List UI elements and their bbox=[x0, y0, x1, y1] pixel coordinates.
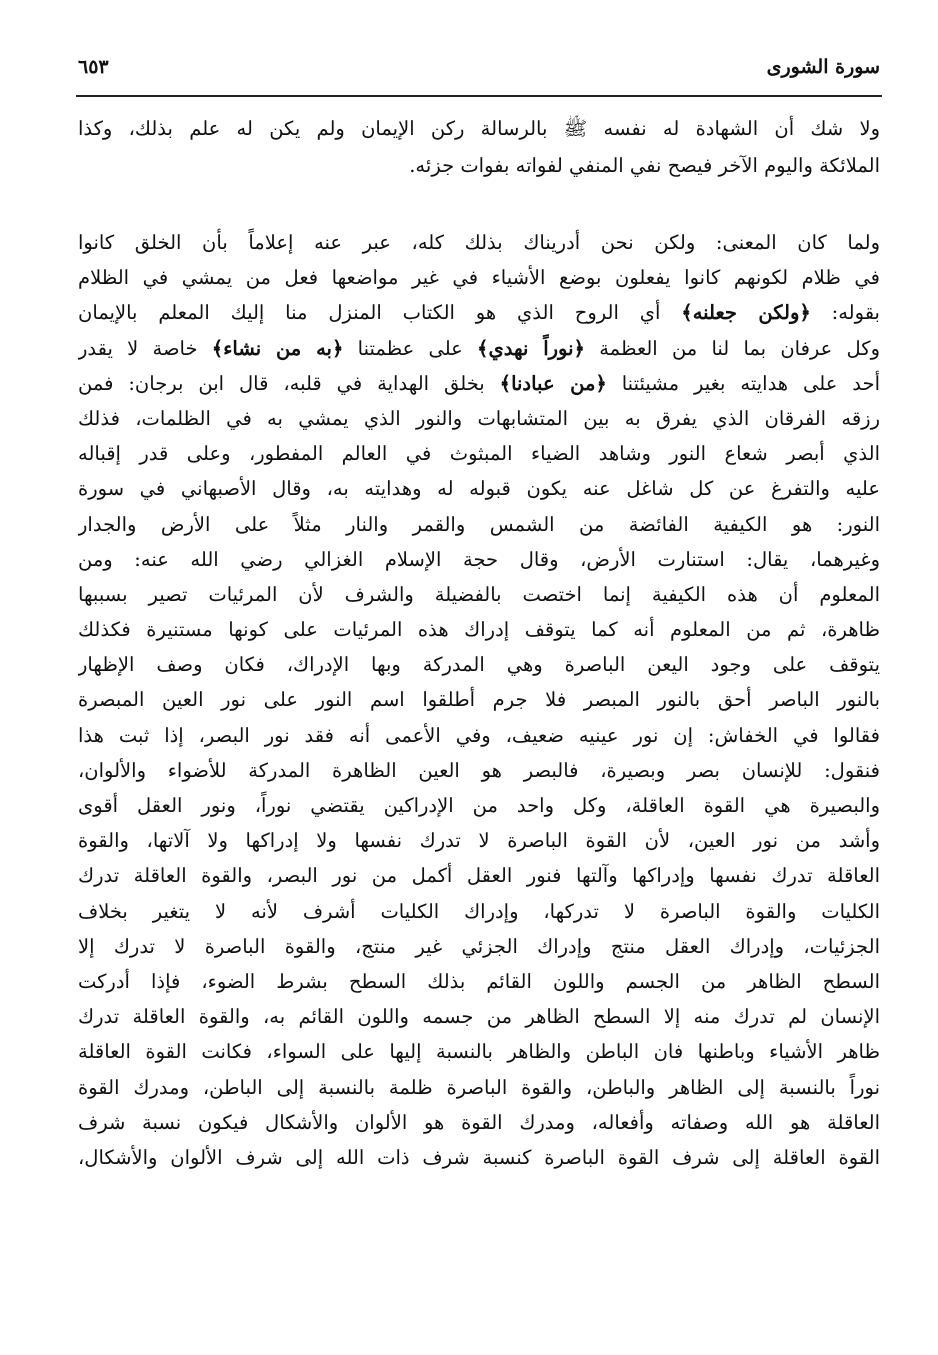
text-line bbox=[78, 647, 880, 682]
text-segment: ظاهرة، ثم من المعلوم أنه كما يتوقف إدراك هذه المرئيات على كونها مستنيرة فكذلك bbox=[78, 618, 880, 642]
text-line bbox=[78, 1034, 880, 1069]
text-line bbox=[78, 401, 880, 436]
text-line bbox=[78, 471, 880, 506]
text-line bbox=[78, 147, 880, 184]
text-segment: فقالوا في الخفاش: إن نور عينيه ضعيف، وفي الأعمى أنه فقد نور البصر، إذا ثبت هذا bbox=[78, 723, 880, 747]
text-line bbox=[78, 542, 880, 577]
text-line bbox=[78, 225, 880, 260]
text-segment: أحد على هدايته بغير مشيئتنا bbox=[606, 371, 880, 395]
header-rule bbox=[76, 95, 882, 97]
text-segment: وأشد من نور العين، لأن القوة الباصرة لا تدرك نفسها ولا إدراكها ولا آلاتها، والقوة bbox=[78, 829, 880, 853]
text-segment: الذي أبصر شعاع النور وشاهد الضياء المبثوث في العالم المفطور، وعلى قدر إقباله bbox=[78, 442, 880, 466]
paragraph-1 bbox=[78, 110, 880, 184]
text-line bbox=[78, 753, 880, 788]
surah-title: سورة الشورى bbox=[766, 56, 880, 78]
quran-quote: ﴿من عبادنا﴾ bbox=[499, 371, 607, 395]
text-line bbox=[78, 718, 880, 753]
text-line bbox=[78, 260, 880, 295]
text-segment: المعلوم أن هذه الكيفية إنما اختصت بالفضيلة والشرف لأن المرئيات تصير بسببها bbox=[78, 582, 880, 606]
text-line bbox=[78, 964, 880, 999]
text-line bbox=[78, 894, 880, 929]
text-segment: بالنور الباصر أحق بالنور المبصر فلا جرم أطلقوا اسم النور على نور العين المبصرة bbox=[78, 688, 880, 712]
text-line bbox=[78, 1070, 880, 1105]
text-segment: بخلق الهداية في قلبه، قال ابن برجان: فمن bbox=[78, 371, 500, 395]
quran-quote: ﴿نوراً نهدي﴾ bbox=[477, 336, 585, 360]
quran-quote: ﴿به من نشاء﴾ bbox=[211, 336, 344, 360]
running-header bbox=[78, 56, 880, 94]
text-segment: الإنسان لم تدرك منه إلا السطح الظاهر من جسمه واللون القائم به، والقوة العاقلة تدرك bbox=[78, 1005, 880, 1029]
text-segment: وغيرهما، يقال: استنارت الأرض، وقال حجة الإسلام الغزالي رضي الله عنه: ومن bbox=[78, 547, 880, 571]
text-segment: السطح الظاهر من الجسم واللون القائم بذلك السطح بشرط الضوء، فإذا أدركت bbox=[78, 969, 880, 993]
text-segment: فنقول: للإنسان بصر وبصيرة، فالبصر هو العين الظاهرة المدركة للأضواء والألوان، bbox=[78, 758, 880, 782]
text-segment: أي الروح الذي هو الكتاب المنزل منا إليك المعلم بالإيمان bbox=[78, 301, 682, 325]
paragraph-2 bbox=[78, 225, 880, 1175]
text-segment: القوة العاقلة إلى شرف القوة الباصرة كنسبة شرف ذات الله إلى شرف الألوان والأشكال، bbox=[78, 1145, 880, 1169]
text-segment: ولما كان المعنى: ولكن نحن أدريناك بذلك كله، عبر عنه إعلاماً بأن الخلق كانوا bbox=[78, 231, 880, 254]
text-segment: عليه والتفرغ عن كل شاغل عنه يكون قبوله له وهدايته به، وقال الأصبهاني في سورة bbox=[78, 477, 880, 501]
text-segment: الملائكة واليوم الآخر فيصح نفي المنفي لفواته بفوات جزئه. bbox=[409, 154, 880, 177]
text-segment: العاقلة تدرك نفسها وإدراكها وآلتها فنور العقل أكمل من نور البصر، والقوة العاقلة تدرك bbox=[78, 864, 880, 888]
text-line bbox=[78, 295, 880, 330]
text-line bbox=[78, 999, 880, 1034]
text-line bbox=[78, 436, 880, 471]
text-segment: والبصيرة هي القوة العاقلة، وكل واحد من الإدراكين يقتضي نوراً، ونور العقل أقوى bbox=[78, 794, 880, 817]
text-segment: ولا شك أن الشهادة له نفسه ﷺ بالرسالة ركن الإيمان ولم يكن له علم بذلك، وكذا bbox=[78, 117, 880, 140]
text-segment: نوراً بالنسبة إلى الظاهر والباطن، والقوة الباصرة ظلمة بالنسبة إلى الباطن، ومدرك القوة bbox=[78, 1075, 880, 1099]
text-segment: خاصة لا يقدر bbox=[78, 336, 212, 360]
text-segment: بقوله: bbox=[810, 301, 880, 325]
text-segment: على عظمتنا bbox=[343, 336, 478, 360]
text-segment: وكل عرفان بما لنا من العظمة bbox=[584, 336, 880, 360]
text-segment: يتوقف على وجود اليعن الباصرة وهي المدركة وبها الإدراك، فكان وصف الإظهار bbox=[78, 653, 880, 677]
text-segment: الكليات والقوة الباصرة لا تدركها، وإدراك الكليات أشرف لأنه لا يتغير بخلاف bbox=[78, 899, 880, 923]
page-number: ٦٥٣ bbox=[78, 56, 109, 78]
text-line bbox=[78, 823, 880, 858]
quran-quote: ﴿ولكن جعلنه﴾ bbox=[681, 301, 811, 325]
text-segment: ظاهر الأشياء وباطنها فان الباطن والظاهر بالنسبة إليها على السواء، فكانت القوة العاقلة bbox=[78, 1040, 880, 1064]
text-line bbox=[78, 1105, 880, 1140]
text-segment: العاقلة هو الله وصفاته وأفعاله، ومدرك القوة هو الألوان والأشكال فيكون نسبة شرف bbox=[78, 1110, 880, 1134]
text-line bbox=[78, 1140, 880, 1175]
text-line bbox=[78, 577, 880, 612]
text-segment: النور: هو الكيفية الفائضة من الشمس والقمر والنار مثلاً على الأرض والجدار bbox=[78, 512, 880, 536]
text-line bbox=[78, 788, 880, 823]
text-line bbox=[78, 110, 880, 147]
text-line bbox=[78, 331, 880, 366]
text-segment: الجزئيات، وإدراك العقل منتج وإدراك الجزئي غير منتج، والقوة الباصرة لا تدرك إلا bbox=[78, 934, 880, 958]
text-line bbox=[78, 366, 880, 401]
text-line bbox=[78, 612, 880, 647]
text-segment: رزقه الفرقان الذي يفرق به بين المتشابهات والنور الذي يمشي به في الظلمات، فذلك bbox=[78, 406, 880, 430]
text-line bbox=[78, 682, 880, 717]
text-line bbox=[78, 929, 880, 964]
text-line bbox=[78, 858, 880, 893]
text-line bbox=[78, 507, 880, 542]
text-segment: في ظلام لكونهم كانوا يفعلون بوضع الأشياء في غير مواضعها فعل من يمشي في الظلام bbox=[78, 266, 880, 290]
